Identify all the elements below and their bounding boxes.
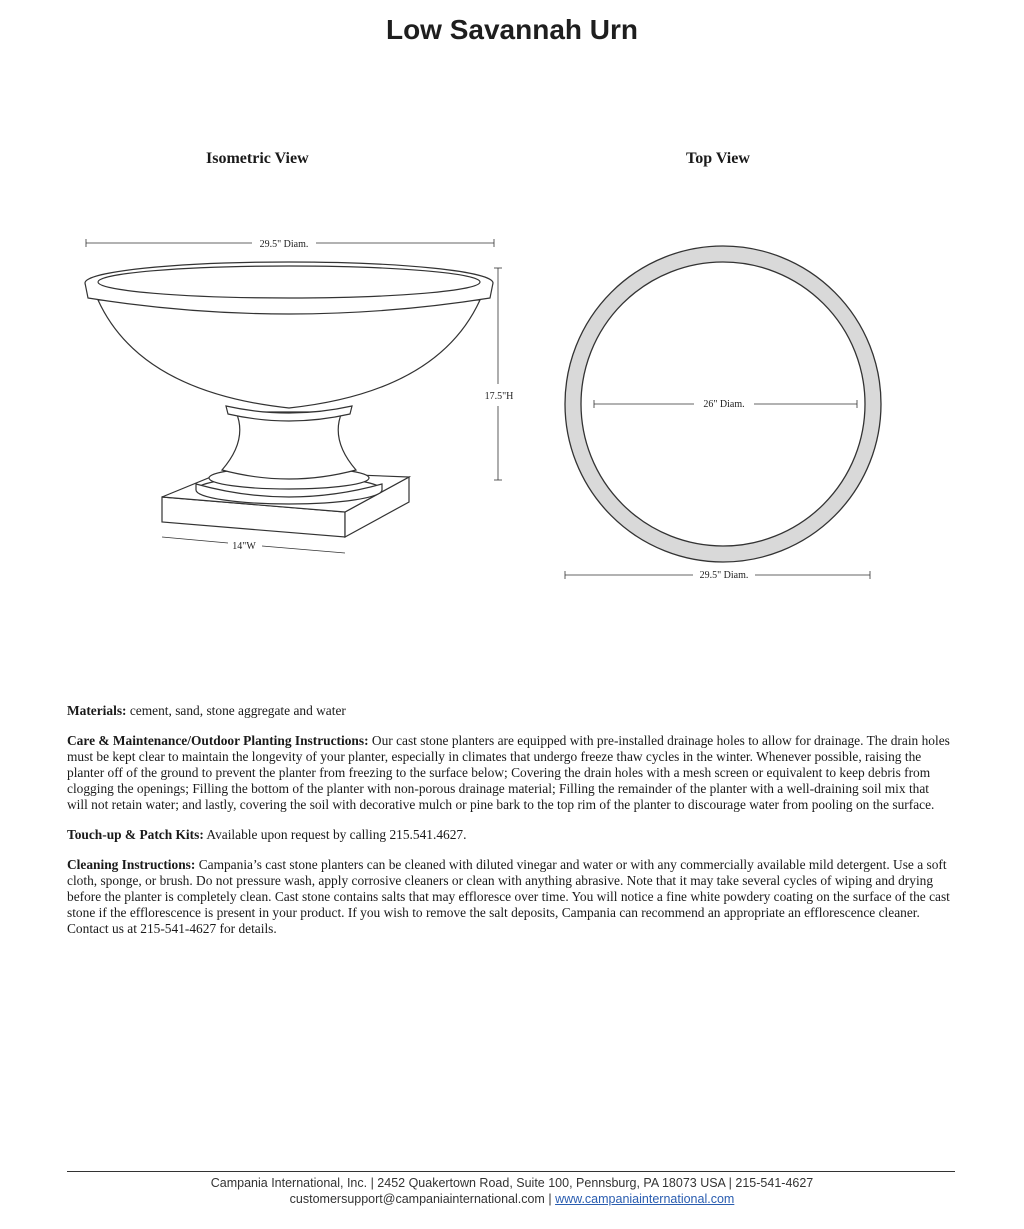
footer-email[interactable]: customersupport@campaniainternational.com <box>289 1192 545 1206</box>
isometric-view-label: Isometric View <box>206 150 309 167</box>
page-title: Low Savannah Urn <box>385 14 639 45</box>
iso-height-label: 17.5"H <box>484 391 514 402</box>
footer <box>0 1175 1024 1207</box>
top-inner-diameter-label: 26" Diam. <box>703 399 745 410</box>
footer-contact-line <box>0 1191 1024 1207</box>
cleaning-heading: Cleaning Instructions: <box>67 857 196 872</box>
top-view-label: Top View <box>686 150 750 167</box>
cleaning-text: Campania’s cast stone planters can be cleaned with diluted vinegar and water or with any commercially available mild detergent. Use a soft cloth, sponge, or brush. Do not pressure wash, apply corrosive cleaners or clean with anything abrasive. Note that it may take several cycles of wiping and drying before the planter is completely clean. Cast stone contains salts that may effloresce over time. You will notice a fine white powdery coating on the surface of the cast stone if the efflorescence is present in your product. If you wish to remove the salt deposits, Campania can recommend an appropriate an efflorescence cleaner. Contact us at 215-541-4627 for details. <box>67 857 950 936</box>
footer-separator: | <box>544 1192 556 1206</box>
urn-rim-inner <box>98 266 480 298</box>
iso-width-line-right <box>262 546 345 553</box>
materials-text: cement, sand, stone aggregate and water <box>126 703 346 718</box>
footer-website-link[interactable]: www.campaniainternational.com <box>555 1192 735 1206</box>
care-paragraph <box>67 733 953 813</box>
isometric-urn-drawing <box>85 262 493 537</box>
touchup-paragraph <box>67 827 953 843</box>
iso-diameter-label: 29.5" Diam. <box>259 239 309 250</box>
touchup-heading: Touch-up & Patch Kits: <box>67 827 204 842</box>
materials-paragraph <box>67 703 953 719</box>
top-outer-diameter-label: 29.5" Diam. <box>699 570 749 581</box>
care-heading: Care & Maintenance/Outdoor Planting Instructions: <box>67 733 369 748</box>
footer-divider <box>67 1171 955 1172</box>
touchup-text: Available upon request by calling 215.541.4627. <box>203 827 467 842</box>
product-info <box>67 703 953 951</box>
iso-width-label: 14"W <box>232 541 256 552</box>
urn-bowl <box>98 300 480 408</box>
care-text: Our cast stone planters are equipped with pre-installed drainage holes to allow for drainage. The drain holes must be kept clear to maintain the longevity of your planter, especially in climates that undergo freeze thaw cycles in the winter. Whenever possible, raising the planter off of the ground to prevent the planter from freezing to the surface below; Covering the drain holes with a mesh screen or equivalent to keep debris from clogging the openings; Filling the bottom of the planter with non-porous drainage material; Filling the remainder of the planter with a well-draining soil mix that will not retain water; and lastly, covering the soil with decorative mulch or pine bark to the top rim of the planter to discourage water from pooling on the surface. <box>67 733 950 812</box>
cleaning-paragraph <box>67 857 953 937</box>
materials-heading: Materials: <box>67 703 127 718</box>
iso-width-line-left <box>162 537 228 543</box>
footer-address: Campania International, Inc. | 2452 Quakertown Road, Suite 100, Pennsburg, PA 18073 USA | 215-541-4627 <box>210 1176 814 1190</box>
urn-stem <box>222 412 356 479</box>
